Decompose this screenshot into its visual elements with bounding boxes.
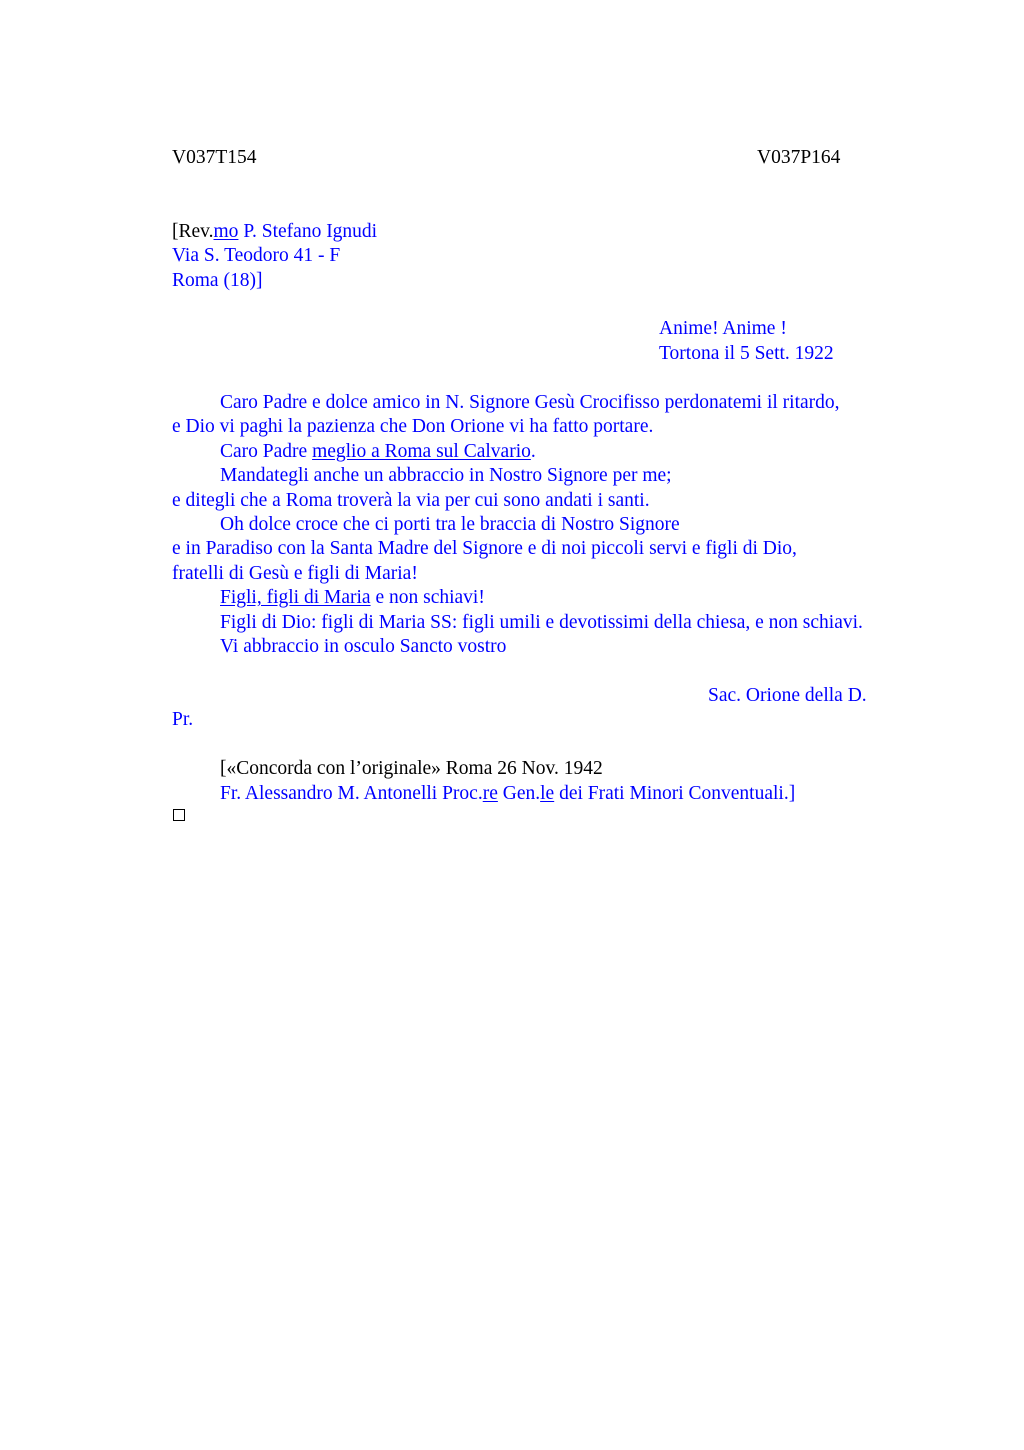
body-p3-line1: Mandategli anche un abbraccio in Nostro Signore per me; xyxy=(220,465,672,486)
body-p3-line2: e ditegli che a Roma troverà la via per cui sono andati i santi. xyxy=(172,490,650,511)
body-p4-line3: fratelli di Gesù e figli di Maria! xyxy=(172,563,418,584)
body-p2-pre: Caro Padre xyxy=(220,441,313,462)
body-p2 xyxy=(220,440,536,464)
attestation-name: Fr. Alessandro M. Antonelli Proc. xyxy=(220,783,483,804)
body-p5 xyxy=(220,586,485,610)
header-right-code: V037P164 xyxy=(757,147,841,168)
address-bracket-open: [Rev. xyxy=(172,221,214,242)
attestation-line-1: [«Concorda con l’originale» Roma 26 Nov. 1942 xyxy=(220,758,603,779)
body-p5-post: e non schiavi! xyxy=(370,587,485,608)
address-line-2: Via S. Teodoro 41 - F xyxy=(172,245,341,266)
dateline-place-date: Tortona il 5 Sett. 1922 xyxy=(659,343,834,364)
body-p2-post: . xyxy=(530,441,536,462)
address-line-3: Roma (18)] xyxy=(172,270,263,291)
body-p4-line1: Oh dolce croce che ci porti tra le braccia di Nostro Signore xyxy=(220,514,680,535)
body-p2-underlined: meglio a Roma sul Calvario xyxy=(312,441,531,462)
address-line-1 xyxy=(172,220,377,244)
body-p1-line2: e Dio vi paghi la pazienza che Don Orione vi ha fatto portare. xyxy=(172,416,654,437)
body-p6: Figli di Dio: figli di Maria SS: figli umili e devotissimi della chiesa, e non schiavi. xyxy=(220,612,863,633)
body-p1-line1: Caro Padre e dolce amico in N. Signore Gesù Crocifisso perdonatemi il ritardo, xyxy=(220,392,840,413)
header-left-code: V037T154 xyxy=(172,147,257,168)
attestation-mid: Gen. xyxy=(497,783,541,804)
address-title-abbrev: mo xyxy=(213,221,239,242)
signature-line-1: Sac. Orione della D. xyxy=(708,685,867,706)
attestation-line-2 xyxy=(220,782,795,806)
attestation-abbrev-re: re xyxy=(482,783,498,804)
checkbox-square-icon xyxy=(173,809,185,821)
body-p4-line2: e in Paradiso con la Santa Madre del Signore e di noi piccoli servi e figli di Dio, xyxy=(172,538,797,559)
address-recipient-name: P. Stefano Ignudi xyxy=(238,221,378,242)
body-p7: Vi abbraccio in osculo Sancto vostro xyxy=(220,636,507,657)
attestation-abbrev-le: le xyxy=(540,783,555,804)
dateline-motto: Anime! Anime ! xyxy=(659,318,787,339)
attestation-order: dei Frati Minori Conventuali.] xyxy=(554,783,796,804)
signature-line-2: Pr. xyxy=(172,709,194,730)
body-p5-underlined: Figli, figli di Maria xyxy=(220,587,371,608)
